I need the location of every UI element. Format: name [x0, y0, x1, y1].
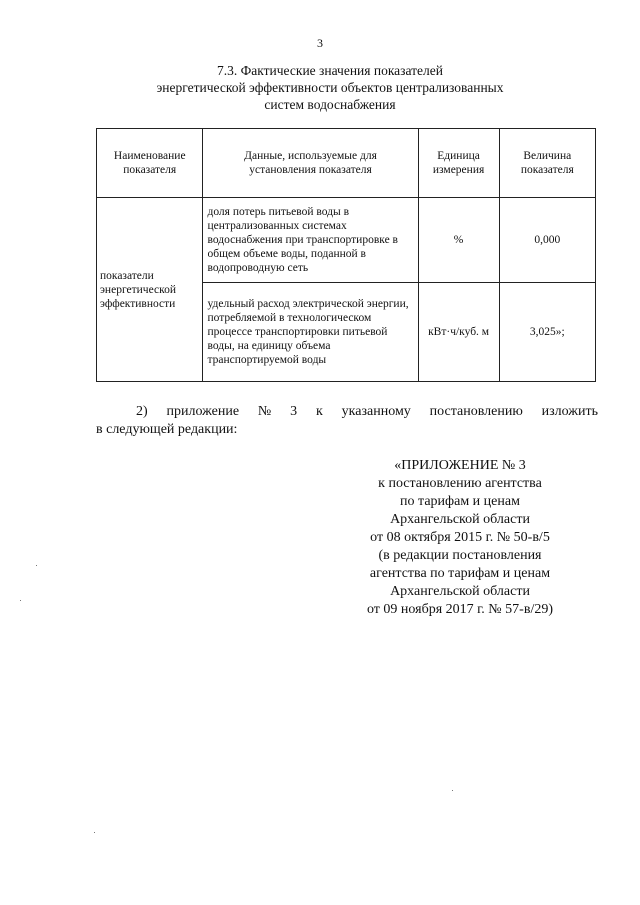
section-title-line: энергетической эффективности объектов централизованных	[156, 80, 504, 95]
header-text: Данные, используемые для	[244, 150, 377, 162]
header-name	[97, 129, 203, 198]
indicator-value: 3,025»;	[499, 283, 595, 382]
header-unit	[418, 129, 499, 198]
header-data	[203, 129, 418, 198]
appendix-heading	[340, 457, 580, 619]
header-text: показателя	[123, 164, 177, 176]
header-value	[499, 129, 595, 198]
appendix-line: «ПРИЛОЖЕНИЕ № 3	[394, 458, 526, 473]
appendix-line: Архангельской области	[390, 584, 530, 599]
paragraph-word: приложение	[166, 404, 240, 419]
indicator-group-name: показатели энергетической эффективности	[97, 198, 203, 382]
appendix-line: Архангельской области	[390, 512, 530, 527]
header-text: установления показателя	[249, 164, 372, 176]
paragraph-word: 3	[290, 404, 298, 419]
header-text: показателя	[520, 164, 574, 176]
paragraph-line	[96, 403, 598, 421]
section-title-line: систем водоснабжения	[264, 97, 396, 112]
scan-speck	[94, 832, 95, 833]
scan-speck	[452, 790, 453, 791]
paragraph-word: №	[257, 404, 272, 419]
amendment-paragraph	[96, 403, 598, 439]
indicator-data: доля потерь питьевой воды в централизованных системах водоснабжения при транспортировке в общем объеме воды, поданной в водопроводную сеть	[203, 198, 418, 283]
appendix-line: к постановлению агентства	[378, 476, 542, 491]
header-text: измерения	[432, 164, 485, 176]
header-text: Наименование	[113, 150, 186, 162]
section-title-line: 7.3. Фактические значения показателей	[216, 63, 443, 78]
scan-speck	[36, 565, 37, 566]
paragraph-word: изложить	[541, 404, 598, 419]
paragraph-word: постановлению	[429, 404, 523, 419]
appendix-line: (в редакции постановления	[378, 548, 542, 563]
appendix-line: по тарифам и ценам	[400, 494, 520, 509]
table-header-row	[97, 129, 596, 198]
header-text: Величина	[523, 150, 572, 162]
appendix-line: от 08 октября 2015 г. № 50-в/5	[370, 530, 550, 545]
paragraph-word: к	[316, 404, 323, 419]
appendix-line: агентства по тарифам и ценам	[369, 566, 551, 581]
page-number: 3	[317, 36, 323, 50]
indicator-data: удельный расход электрической энергии, потребляемой в технологическом процессе транспортировки питьевой воды, на единицу объема транспортируемой воды	[203, 283, 418, 382]
appendix-line: от 09 ноября 2017 г. № 57-в/29)	[366, 602, 553, 617]
table-row	[97, 198, 596, 283]
header-text: Единица	[437, 150, 480, 162]
indicator-unit: %	[418, 198, 499, 283]
scan-speck	[20, 600, 21, 601]
paragraph-word: указанному	[341, 404, 411, 419]
indicator-value: 0,000	[499, 198, 595, 283]
indicator-unit: кВт·ч/куб. м	[418, 283, 499, 382]
paragraph-word: 2)	[136, 404, 148, 419]
paragraph-line: в следующей редакции:	[96, 422, 238, 437]
section-title	[110, 62, 550, 113]
indicators-table	[96, 128, 596, 382]
